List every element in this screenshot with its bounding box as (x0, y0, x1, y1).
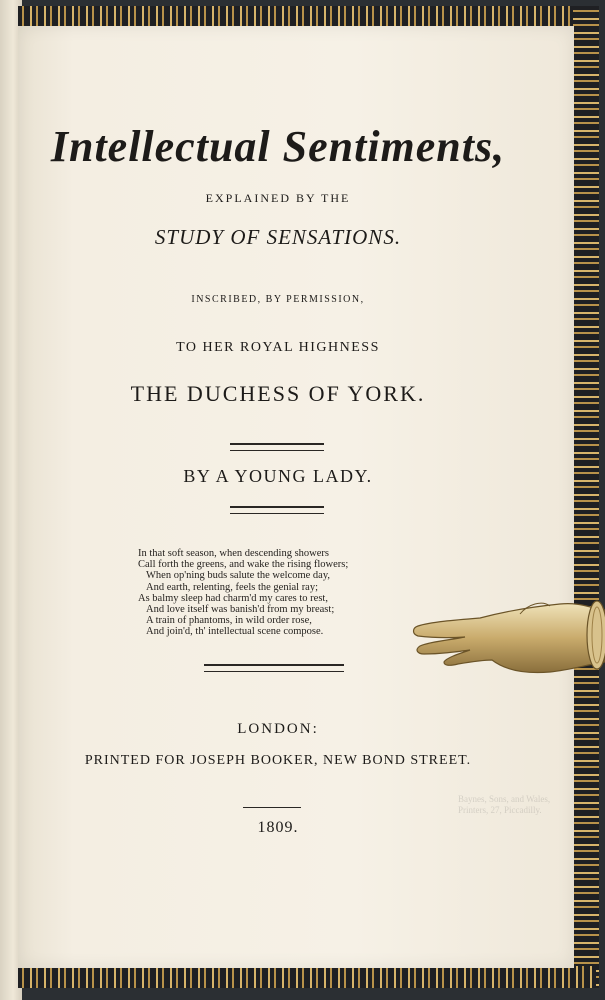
dedication-line-2: THE DUCHESS OF YORK. (130, 381, 426, 406)
single-rule (243, 807, 301, 808)
epigraph-poem (138, 548, 438, 638)
show-through-text: Baynes, Sons, and Wales, Printers, 27, Piccadilly. (458, 794, 551, 815)
inscription: INSCRIBED, BY PERMISSION, (191, 294, 365, 305)
poem-line: And earth, relenting, feels the genial ray; (146, 581, 319, 593)
author-line: BY A YOUNG LADY. (183, 466, 373, 486)
poem-line: A train of phantoms, in wild order rose, (146, 615, 312, 627)
poem-line: In that soft season, when descending showers (138, 548, 329, 559)
double-rule (204, 664, 344, 672)
gilt-border-right (573, 6, 599, 988)
subtitle-large: STUDY OF SENSATIONS. (154, 225, 402, 249)
double-rule (230, 506, 324, 514)
dedication-line-1: TO HER ROYAL HIGHNESS (176, 340, 380, 355)
gilt-border-top (18, 6, 596, 28)
imprint-year: 1809. (257, 819, 299, 836)
poem-line: And love itself was banish'd from my breast; (146, 604, 335, 616)
double-rule (230, 443, 324, 451)
poem-line: Call forth the greens, and wake the rising flowers; (138, 559, 349, 571)
subtitle-small: EXPLAINED BY THE (205, 191, 351, 205)
imprint-printer: PRINTED FOR JOSEPH BOOKER, NEW BOND STREET. (84, 753, 472, 768)
poem-line: When op'ning buds salute the welcome day, (146, 570, 331, 582)
gilt-border-bottom (18, 966, 596, 988)
title-page (18, 26, 574, 968)
brass-hand-bookmark-icon (410, 590, 605, 690)
poem-line: And join'd, th' intellectual scene compose. (146, 626, 324, 638)
poem-line: As balmy sleep had charm'd my cares to rest, (138, 592, 328, 604)
imprint-place: LONDON: (237, 721, 319, 737)
book-title: Intellectual Sentiments, (50, 122, 506, 171)
